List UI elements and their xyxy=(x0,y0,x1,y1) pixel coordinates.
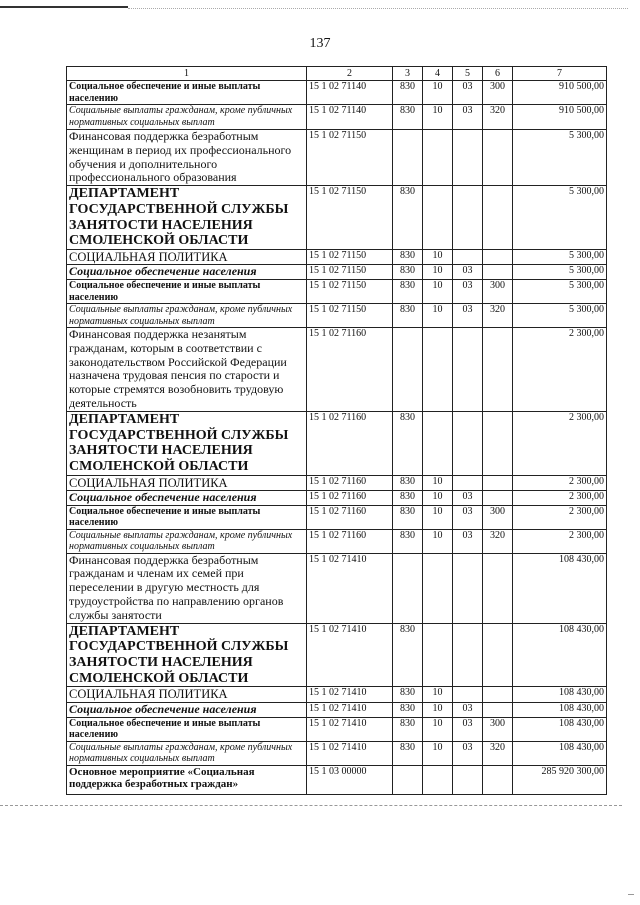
section-cell xyxy=(423,186,453,250)
row-name-cell: СОЦИАЛЬНАЯ ПОЛИТИКА xyxy=(67,687,307,702)
section-cell: 10 xyxy=(423,249,453,264)
amount-cell: 2 300,00 xyxy=(513,505,607,529)
ministry-code-cell xyxy=(393,553,423,623)
subsection-cell: 03 xyxy=(453,717,483,741)
amount-cell: 5 300,00 xyxy=(513,265,607,280)
row-name-cell: ДЕПАРТАМЕНТ ГОСУДАРСТВЕННОЙ СЛУЖБЫ ЗАНЯТОСТИ НАСЕЛЕНИЯ СМОЛЕНСКОЙ ОБЛАСТИ xyxy=(67,186,307,250)
table-header-row xyxy=(67,67,607,81)
expense-type-cell xyxy=(483,249,513,264)
expense-type-cell xyxy=(483,623,513,687)
expense-type-cell: 300 xyxy=(483,81,513,105)
table-row xyxy=(67,741,607,765)
target-code-cell: 15 1 02 71160 xyxy=(307,328,393,412)
table-row xyxy=(67,411,607,475)
amount-cell: 108 430,00 xyxy=(513,623,607,687)
target-code-cell: 15 1 02 71160 xyxy=(307,475,393,490)
expense-type-cell xyxy=(483,411,513,475)
row-name-cell: ДЕПАРТАМЕНТ ГОСУДАРСТВЕННОЙ СЛУЖБЫ ЗАНЯТОСТИ НАСЕЛЕНИЯ СМОЛЕНСКОЙ ОБЛАСТИ xyxy=(67,411,307,475)
amount-cell: 5 300,00 xyxy=(513,130,607,186)
expense-type-cell xyxy=(483,553,513,623)
ministry-code-cell: 830 xyxy=(393,490,423,505)
target-code-cell: 15 1 02 71410 xyxy=(307,553,393,623)
section-cell: 10 xyxy=(423,265,453,280)
table-row xyxy=(67,280,607,304)
table-row xyxy=(67,553,607,623)
target-code-cell: 15 1 02 71140 xyxy=(307,105,393,130)
expense-type-cell xyxy=(483,475,513,490)
subsection-cell xyxy=(453,186,483,250)
amount-cell: 285 920 300,00 xyxy=(513,765,607,794)
table-row xyxy=(67,130,607,186)
target-code-cell: 15 1 02 71410 xyxy=(307,717,393,741)
ministry-code-cell: 830 xyxy=(393,81,423,105)
amount-cell: 5 300,00 xyxy=(513,186,607,250)
table-row xyxy=(67,505,607,529)
subsection-cell xyxy=(453,249,483,264)
target-code-cell: 15 1 02 71410 xyxy=(307,623,393,687)
section-cell: 10 xyxy=(423,304,453,328)
top-dotted-rule xyxy=(128,8,628,9)
section-cell xyxy=(423,553,453,623)
subsection-cell: 03 xyxy=(453,105,483,130)
header-cell-7: 7 xyxy=(513,67,607,81)
subsection-cell xyxy=(453,553,483,623)
table-row xyxy=(67,186,607,250)
table-row xyxy=(67,265,607,280)
expense-type-cell xyxy=(483,765,513,794)
section-cell: 10 xyxy=(423,741,453,765)
amount-cell: 910 500,00 xyxy=(513,81,607,105)
target-code-cell: 15 1 02 71150 xyxy=(307,265,393,280)
section-cell xyxy=(423,130,453,186)
ministry-code-cell: 830 xyxy=(393,505,423,529)
amount-cell: 2 300,00 xyxy=(513,490,607,505)
target-code-cell: 15 1 02 71410 xyxy=(307,702,393,717)
row-name-cell: Социальное обеспечение и иные выплаты населению xyxy=(67,280,307,304)
table-row xyxy=(67,717,607,741)
section-cell xyxy=(423,328,453,412)
row-name-cell: Социальные выплаты гражданам, кроме публичных нормативных социальных выплат xyxy=(67,529,307,553)
table-row xyxy=(67,490,607,505)
target-code-cell: 15 1 02 71160 xyxy=(307,490,393,505)
subsection-cell: 03 xyxy=(453,265,483,280)
row-name-cell: Основное мероприятие «Социальная поддержка безработных граждан» xyxy=(67,765,307,794)
subsection-cell: 03 xyxy=(453,741,483,765)
table-row xyxy=(67,702,607,717)
amount-cell: 108 430,00 xyxy=(513,553,607,623)
expense-type-cell: 320 xyxy=(483,105,513,130)
target-code-cell: 15 1 02 71410 xyxy=(307,687,393,702)
bottom-dashed-rule xyxy=(0,805,622,806)
row-name-cell: Социальное обеспечение и иные выплаты населению xyxy=(67,505,307,529)
target-code-cell: 15 1 02 71140 xyxy=(307,81,393,105)
top-rule xyxy=(0,6,128,8)
header-cell-2: 2 xyxy=(307,67,393,81)
expense-type-cell xyxy=(483,490,513,505)
header-cell-5: 5 xyxy=(453,67,483,81)
table-row xyxy=(67,105,607,130)
section-cell: 10 xyxy=(423,687,453,702)
expense-type-cell xyxy=(483,328,513,412)
target-code-cell: 15 1 02 71150 xyxy=(307,280,393,304)
ministry-code-cell xyxy=(393,328,423,412)
table-row xyxy=(67,304,607,328)
row-name-cell: Социальные выплаты гражданам, кроме публичных нормативных социальных выплат xyxy=(67,741,307,765)
target-code-cell: 15 1 02 71150 xyxy=(307,304,393,328)
expense-type-cell: 320 xyxy=(483,304,513,328)
table-row xyxy=(67,328,607,412)
ministry-code-cell: 830 xyxy=(393,741,423,765)
expense-type-cell xyxy=(483,186,513,250)
section-cell xyxy=(423,411,453,475)
amount-cell: 910 500,00 xyxy=(513,105,607,130)
subsection-cell xyxy=(453,765,483,794)
subsection-cell: 03 xyxy=(453,529,483,553)
ministry-code-cell: 830 xyxy=(393,249,423,264)
amount-cell: 5 300,00 xyxy=(513,280,607,304)
subsection-cell: 03 xyxy=(453,702,483,717)
page-number: 137 xyxy=(309,36,331,51)
amount-cell: 5 300,00 xyxy=(513,304,607,328)
table-row xyxy=(67,765,607,794)
ministry-code-cell: 830 xyxy=(393,687,423,702)
bottom-edge-mark xyxy=(628,894,634,895)
section-cell: 10 xyxy=(423,505,453,529)
amount-cell: 2 300,00 xyxy=(513,411,607,475)
ministry-code-cell xyxy=(393,765,423,794)
row-name-cell: Социальные выплаты гражданам, кроме публичных нормативных социальных выплат xyxy=(67,105,307,130)
ministry-code-cell: 830 xyxy=(393,717,423,741)
expense-type-cell: 300 xyxy=(483,717,513,741)
section-cell: 10 xyxy=(423,475,453,490)
subsection-cell: 03 xyxy=(453,505,483,529)
table-row xyxy=(67,529,607,553)
amount-cell: 2 300,00 xyxy=(513,475,607,490)
table-row xyxy=(67,623,607,687)
amount-cell: 2 300,00 xyxy=(513,328,607,412)
header-cell-4: 4 xyxy=(423,67,453,81)
ministry-code-cell: 830 xyxy=(393,304,423,328)
row-name-cell: Финансовая поддержка безработным женщинам в период их профессионального обучения и дополнительного профессионального образования xyxy=(67,130,307,186)
expense-type-cell xyxy=(483,130,513,186)
target-code-cell: 15 1 03 00000 xyxy=(307,765,393,794)
ministry-code-cell: 830 xyxy=(393,475,423,490)
target-code-cell: 15 1 02 71410 xyxy=(307,741,393,765)
table-row xyxy=(67,687,607,702)
ministry-code-cell: 830 xyxy=(393,265,423,280)
amount-cell: 108 430,00 xyxy=(513,741,607,765)
row-name-cell: Финансовая поддержка безработным гражданам и членам их семей при переселении в другую местность для трудоустройства по направлению органов службы занятости xyxy=(67,553,307,623)
ministry-code-cell: 830 xyxy=(393,529,423,553)
target-code-cell: 15 1 02 71160 xyxy=(307,529,393,553)
row-name-cell: Социальное обеспечение и иные выплаты населению xyxy=(67,81,307,105)
ministry-code-cell: 830 xyxy=(393,623,423,687)
expense-type-cell: 300 xyxy=(483,505,513,529)
header-cell-6: 6 xyxy=(483,67,513,81)
target-code-cell: 15 1 02 71160 xyxy=(307,505,393,529)
ministry-code-cell xyxy=(393,130,423,186)
row-name-cell: СОЦИАЛЬНАЯ ПОЛИТИКА xyxy=(67,249,307,264)
subsection-cell: 03 xyxy=(453,490,483,505)
target-code-cell: 15 1 02 71150 xyxy=(307,130,393,186)
target-code-cell: 15 1 02 71150 xyxy=(307,249,393,264)
amount-cell: 108 430,00 xyxy=(513,702,607,717)
ministry-code-cell: 830 xyxy=(393,280,423,304)
amount-cell: 5 300,00 xyxy=(513,249,607,264)
row-name-cell: Социальное обеспечение и иные выплаты населению xyxy=(67,717,307,741)
amount-cell: 108 430,00 xyxy=(513,687,607,702)
section-cell: 10 xyxy=(423,280,453,304)
expense-type-cell xyxy=(483,702,513,717)
subsection-cell: 03 xyxy=(453,280,483,304)
section-cell: 10 xyxy=(423,105,453,130)
expense-type-cell xyxy=(483,687,513,702)
target-code-cell: 15 1 02 71160 xyxy=(307,411,393,475)
expense-type-cell: 320 xyxy=(483,741,513,765)
table-row xyxy=(67,81,607,105)
expense-type-cell xyxy=(483,265,513,280)
row-name-cell: СОЦИАЛЬНАЯ ПОЛИТИКА xyxy=(67,475,307,490)
amount-cell: 2 300,00 xyxy=(513,529,607,553)
expense-type-cell: 320 xyxy=(483,529,513,553)
ministry-code-cell: 830 xyxy=(393,186,423,250)
budget-table-body xyxy=(67,67,607,795)
header-cell-3: 3 xyxy=(393,67,423,81)
row-name-cell: ДЕПАРТАМЕНТ ГОСУДАРСТВЕННОЙ СЛУЖБЫ ЗАНЯТОСТИ НАСЕЛЕНИЯ СМОЛЕНСКОЙ ОБЛАСТИ xyxy=(67,623,307,687)
ministry-code-cell: 830 xyxy=(393,411,423,475)
table-row xyxy=(67,249,607,264)
subsection-cell: 03 xyxy=(453,81,483,105)
section-cell: 10 xyxy=(423,81,453,105)
budget-table xyxy=(66,66,607,795)
header-cell-1: 1 xyxy=(67,67,307,81)
expense-type-cell: 300 xyxy=(483,280,513,304)
subsection-cell xyxy=(453,687,483,702)
section-cell: 10 xyxy=(423,490,453,505)
row-name-cell: Финансовая поддержка незанятым гражданам, которым в соответствии с законодательством Российской Федерации назначена трудовая пенсия по старости и которые стремятся возобновить трудовую деятельность xyxy=(67,328,307,412)
row-name-cell: Социальное обеспечение населения xyxy=(67,702,307,717)
subsection-cell xyxy=(453,623,483,687)
subsection-cell: 03 xyxy=(453,304,483,328)
ministry-code-cell: 830 xyxy=(393,702,423,717)
subsection-cell xyxy=(453,328,483,412)
subsection-cell xyxy=(453,130,483,186)
row-name-cell: Социальное обеспечение населения xyxy=(67,490,307,505)
amount-cell: 108 430,00 xyxy=(513,717,607,741)
subsection-cell xyxy=(453,475,483,490)
section-cell: 10 xyxy=(423,702,453,717)
section-cell: 10 xyxy=(423,529,453,553)
table-row xyxy=(67,475,607,490)
subsection-cell xyxy=(453,411,483,475)
ministry-code-cell: 830 xyxy=(393,105,423,130)
section-cell: 10 xyxy=(423,717,453,741)
section-cell xyxy=(423,765,453,794)
target-code-cell: 15 1 02 71150 xyxy=(307,186,393,250)
row-name-cell: Социальное обеспечение населения xyxy=(67,265,307,280)
section-cell xyxy=(423,623,453,687)
row-name-cell: Социальные выплаты гражданам, кроме публичных нормативных социальных выплат xyxy=(67,304,307,328)
